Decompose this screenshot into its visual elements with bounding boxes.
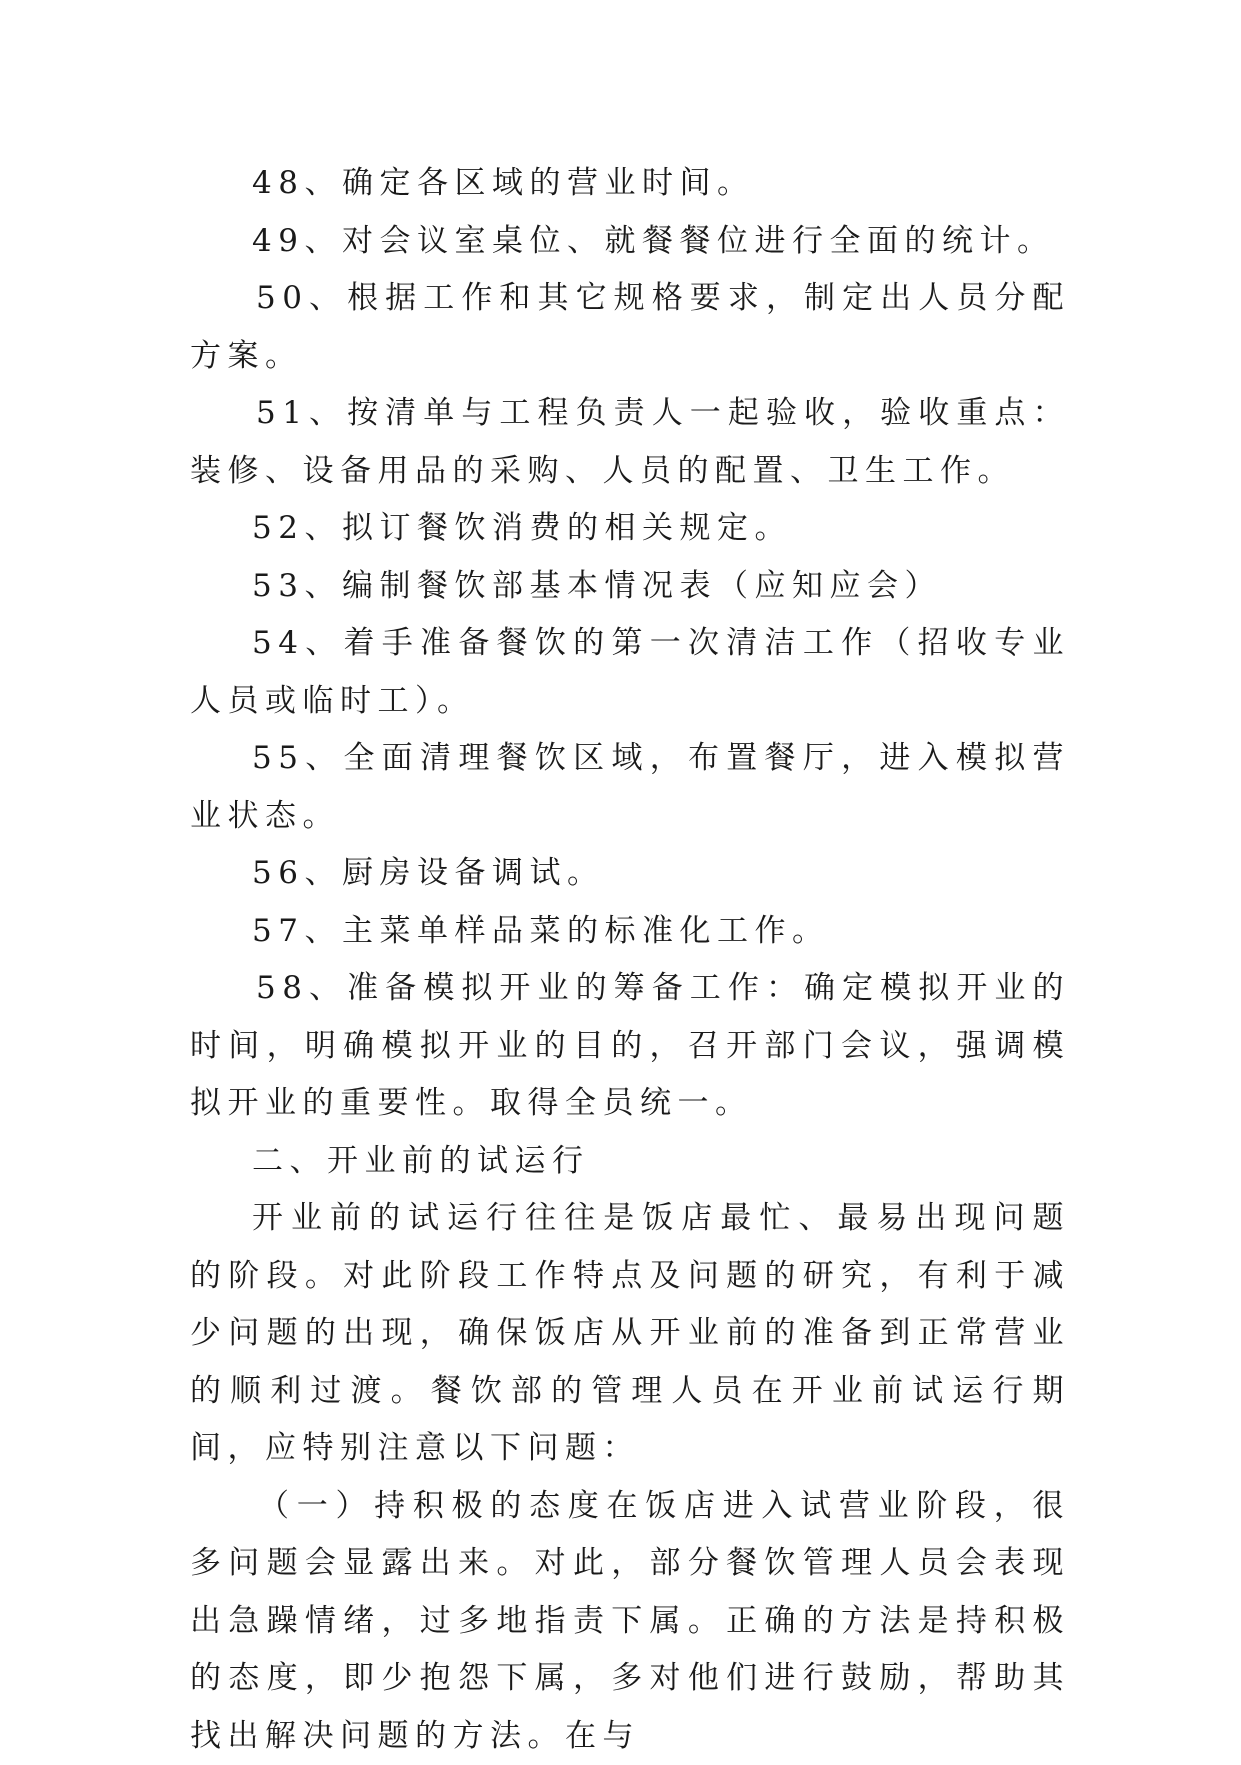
paragraph-item-57: 57、主菜单样品菜的标准化工作。 bbox=[190, 903, 1070, 961]
document-body bbox=[190, 155, 1070, 1765]
paragraph-item-54: 54、着手准备餐饮的第一次清洁工作（招收专业人员或临时工）。 bbox=[190, 615, 1070, 730]
paragraph-item-53: 53、编制餐饮部基本情况表（应知应会） bbox=[190, 558, 1070, 616]
paragraph-positive-attitude: （一）持积极的态度在饭店进入试营业阶段，很多问题会显露出来。对此，部分餐饮管理人员会表现出急躁情绪，过多地指责下属。正确的方法是持积极的态度，即少抱怨下属，多对他们进行鼓励，帮助其找出解决问题的方法。在与 bbox=[190, 1478, 1070, 1765]
paragraph-item-48: 48、确定各区域的营业时间。 bbox=[190, 155, 1070, 213]
paragraph-item-50: 50、根据工作和其它规格要求，制定出人员分配方案。 bbox=[190, 270, 1070, 385]
paragraph-item-56: 56、厨房设备调试。 bbox=[190, 845, 1070, 903]
paragraph-item-49: 49、对会议室桌位、就餐餐位进行全面的统计。 bbox=[190, 213, 1070, 271]
section-heading: 二、开业前的试运行 bbox=[190, 1133, 1070, 1191]
paragraph-trial-run-intro: 开业前的试运行往往是饭店最忙、最易出现问题的阶段。对此阶段工作特点及问题的研究，有利于减少问题的出现，确保饭店从开业前的准备到正常营业的顺利过渡。餐饮部的管理人员在开业前试运行期间，应特别注意以下问题： bbox=[190, 1190, 1070, 1478]
paragraph-item-58: 58、准备模拟开业的筹备工作：确定模拟开业的时间，明确模拟开业的目的，召开部门会议，强调模拟开业的重要性。取得全员统一。 bbox=[190, 960, 1070, 1133]
paragraph-item-52: 52、拟订餐饮消费的相关规定。 bbox=[190, 500, 1070, 558]
paragraph-item-51: 51、按清单与工程负责人一起验收，验收重点：装修、设备用品的采购、人员的配置、卫生工作。 bbox=[190, 385, 1070, 500]
paragraph-item-55: 55、全面清理餐饮区域，布置餐厅，进入模拟营业状态。 bbox=[190, 730, 1070, 845]
